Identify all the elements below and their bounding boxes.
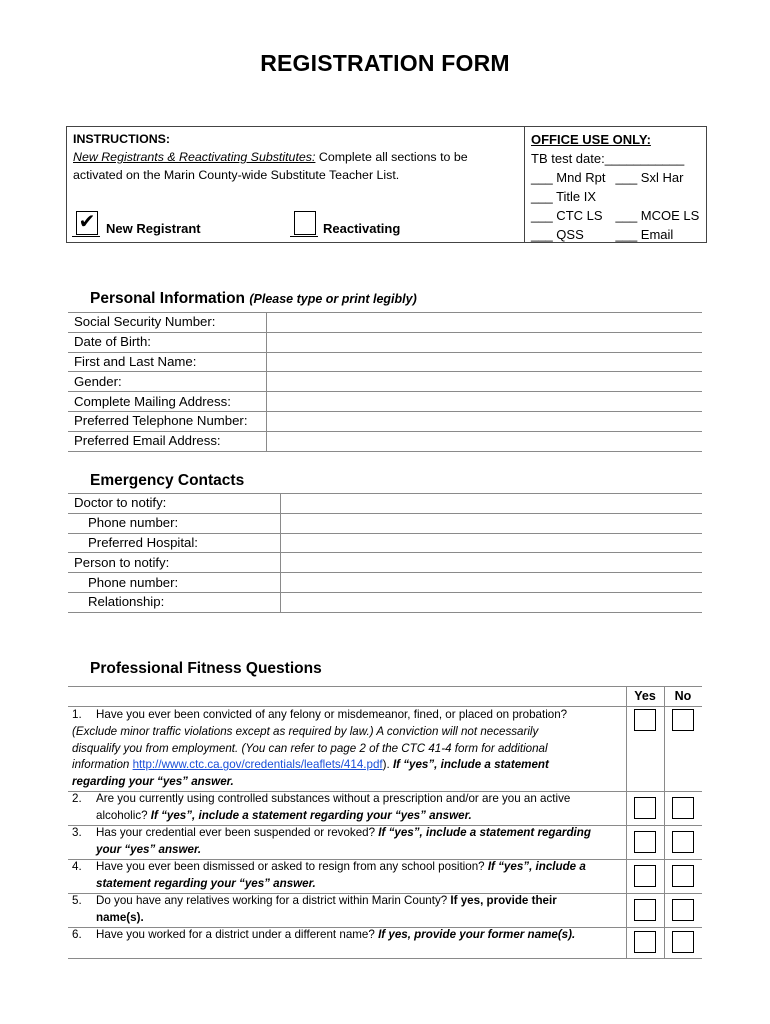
question-text	[72, 927, 620, 944]
question-text	[72, 859, 620, 876]
instructions-heading: INSTRUCTIONS:	[73, 132, 171, 146]
emergency-heading: Emergency Contacts	[90, 472, 245, 489]
field-label: First and Last Name:	[68, 352, 267, 372]
q3-no-checkbox[interactable]	[672, 831, 694, 853]
office-use-box	[524, 126, 707, 243]
question-instruction: If yes, provide your former name(s).	[378, 928, 576, 941]
office-item: ___ Title IX	[531, 189, 597, 204]
question-instruction: If “yes”, include a	[487, 860, 586, 873]
tb-test-date: TB test date:___________	[531, 151, 685, 166]
question-text	[72, 825, 620, 842]
doctor-phone-field[interactable]	[281, 513, 703, 533]
field-label: Preferred Telephone Number:	[68, 411, 267, 431]
hospital-field[interactable]	[281, 533, 703, 553]
question-text	[72, 808, 620, 825]
question-number: 5.	[72, 894, 82, 907]
table-row	[68, 313, 702, 333]
question-line: Has your credential ever been suspended or revoked?	[96, 826, 379, 839]
phone-field[interactable]	[267, 411, 703, 431]
personal-info-table	[68, 312, 702, 452]
table-row	[68, 533, 702, 553]
instructions-text1: Complete all sections to be	[315, 150, 468, 164]
office-row	[531, 168, 700, 187]
question-number: 2.	[72, 792, 82, 805]
question-text	[72, 893, 620, 910]
field-label: Gender:	[68, 372, 267, 392]
q4-no-checkbox[interactable]	[672, 865, 694, 887]
personal-info-heading	[90, 290, 417, 308]
emergency-table	[68, 493, 702, 613]
office-item: ___ MCOE LS	[615, 208, 700, 223]
q6-yes-checkbox[interactable]	[634, 931, 656, 953]
field-label: Phone number:	[68, 513, 281, 533]
table-row	[68, 553, 702, 573]
question-text	[72, 707, 620, 724]
office-item: ___ Sxl Har	[615, 170, 684, 185]
contact-person-field[interactable]	[281, 553, 703, 573]
question-instruction: your “yes” answer.	[96, 842, 202, 856]
question-2	[72, 791, 620, 825]
question-line: Have you ever been dismissed or asked to resign from any school position?	[96, 860, 488, 873]
question-line: (Exclude minor traffic violations except as required by law.) A conviction will not necessarily	[72, 724, 539, 738]
table-row	[68, 573, 702, 593]
question-instruction: name(s).	[96, 910, 144, 924]
reactivating-label: Reactivating	[323, 221, 401, 236]
new-registrant-checkbox[interactable]: ✔	[76, 211, 98, 235]
question-instruction: If “yes”, include a statement regarding	[378, 826, 591, 839]
personal-info-title: Personal Information	[90, 290, 246, 307]
table-row	[68, 592, 702, 612]
q2-no-checkbox[interactable]	[672, 797, 694, 819]
fitness-questions-table	[68, 686, 702, 959]
question-3	[72, 825, 620, 859]
personal-info-subtitle: (Please type or print legibly)	[249, 292, 417, 306]
table-row	[68, 332, 702, 352]
office-item: ___ QSS	[531, 227, 584, 242]
question-line: Have you ever been convicted of any felony or misdemeanor, fined, or placed on probation?	[96, 708, 568, 721]
office-row	[531, 225, 700, 244]
question-instruction: If “yes”, include a statement	[392, 758, 549, 772]
table-row	[68, 372, 702, 392]
field-label: Phone number:	[68, 573, 281, 593]
question-line: Have you worked for a district under a different name?	[96, 928, 379, 941]
question-line: information	[72, 758, 133, 772]
new-registrant-label: New Registrant	[106, 221, 201, 236]
field-label: Relationship:	[68, 592, 281, 612]
question-number: 3.	[72, 826, 82, 839]
checkbox-underline	[290, 236, 318, 237]
question-number: 1.	[72, 708, 82, 721]
table-row	[68, 494, 702, 514]
question-number: 4.	[72, 860, 82, 873]
q6-no-checkbox[interactable]	[672, 931, 694, 953]
field-label: Preferred Hospital:	[68, 533, 281, 553]
question-line: Are you currently using controlled substances without a prescription and/or are you an active	[96, 792, 571, 805]
column-divider	[664, 687, 665, 958]
page-title: REGISTRATION FORM	[260, 50, 510, 76]
field-label: Preferred Email Address:	[68, 431, 267, 451]
table-row	[68, 411, 702, 431]
table-row	[68, 392, 702, 412]
field-label: Date of Birth:	[68, 332, 267, 352]
office-item: ___ CTC LS	[531, 208, 603, 223]
yes-header: Yes	[634, 689, 656, 703]
office-row	[531, 206, 700, 225]
field-label: Complete Mailing Address:	[68, 392, 267, 412]
question-instruction: If yes, provide their	[450, 894, 557, 907]
question-line: disqualify you from employment. (You can refer to page 2 of the CTC 41-4 form for additional	[72, 741, 548, 755]
question-number: 6.	[72, 928, 82, 941]
office-item	[616, 187, 701, 206]
reactivating-checkbox[interactable]	[294, 211, 316, 235]
q1-yes-checkbox[interactable]	[634, 709, 656, 731]
instructions-lead: New Registrants & Reactivating Substitutes:	[73, 150, 316, 164]
question-instruction: If “yes”, include a statement regarding your “yes” answer.	[150, 808, 472, 822]
email-field[interactable]	[267, 431, 703, 451]
gender-field[interactable]	[267, 372, 703, 392]
column-divider	[626, 687, 627, 958]
contact-phone-field[interactable]	[281, 573, 703, 593]
fitness-heading: Professional Fitness Questions	[90, 660, 322, 677]
question-line: alcoholic?	[96, 808, 151, 822]
field-label: Doctor to notify:	[68, 494, 281, 514]
field-label: Social Security Number:	[68, 313, 267, 333]
q2-yes-checkbox[interactable]	[634, 797, 656, 819]
q5-yes-checkbox[interactable]	[634, 899, 656, 921]
question-4	[72, 859, 620, 893]
no-header: No	[674, 689, 692, 703]
field-label: Person to notify:	[68, 553, 281, 573]
checkbox-underline	[72, 236, 100, 237]
address-field[interactable]	[267, 392, 703, 412]
table-row	[68, 431, 702, 451]
relationship-field[interactable]	[281, 592, 703, 612]
q1-no-checkbox[interactable]	[672, 709, 694, 731]
doctor-field[interactable]	[281, 494, 703, 514]
question-line: Do you have any relatives working for a district within Marin County?	[96, 894, 451, 907]
question-instruction: statement regarding your “yes” answer.	[96, 876, 316, 890]
name-field[interactable]	[267, 352, 703, 372]
table-row	[68, 513, 702, 533]
question-text	[72, 791, 620, 808]
question-6	[72, 927, 620, 944]
question-line: ).	[382, 758, 393, 772]
question-text	[72, 757, 620, 774]
table-row	[68, 352, 702, 372]
q4-yes-checkbox[interactable]	[634, 865, 656, 887]
instructions-text2: activated on the Marin County-wide Substitute Teacher List.	[73, 168, 400, 182]
ctc-form-link[interactable]: http://www.ctc.ca.gov/credentials/leaflets/414.pdf	[132, 758, 383, 772]
office-row	[531, 187, 700, 206]
office-heading: OFFICE USE ONLY:	[531, 132, 651, 147]
office-item: ___ Email	[615, 227, 674, 242]
q5-no-checkbox[interactable]	[672, 899, 694, 921]
question-instruction: regarding your “yes” answer.	[72, 775, 234, 789]
question-1	[72, 707, 620, 791]
ssn-field[interactable]	[267, 313, 703, 333]
q3-yes-checkbox[interactable]	[634, 831, 656, 853]
office-item: ___ Mnd Rpt	[531, 170, 606, 185]
dob-field[interactable]	[267, 332, 703, 352]
question-5	[72, 893, 620, 927]
instructions-text	[73, 148, 518, 166]
